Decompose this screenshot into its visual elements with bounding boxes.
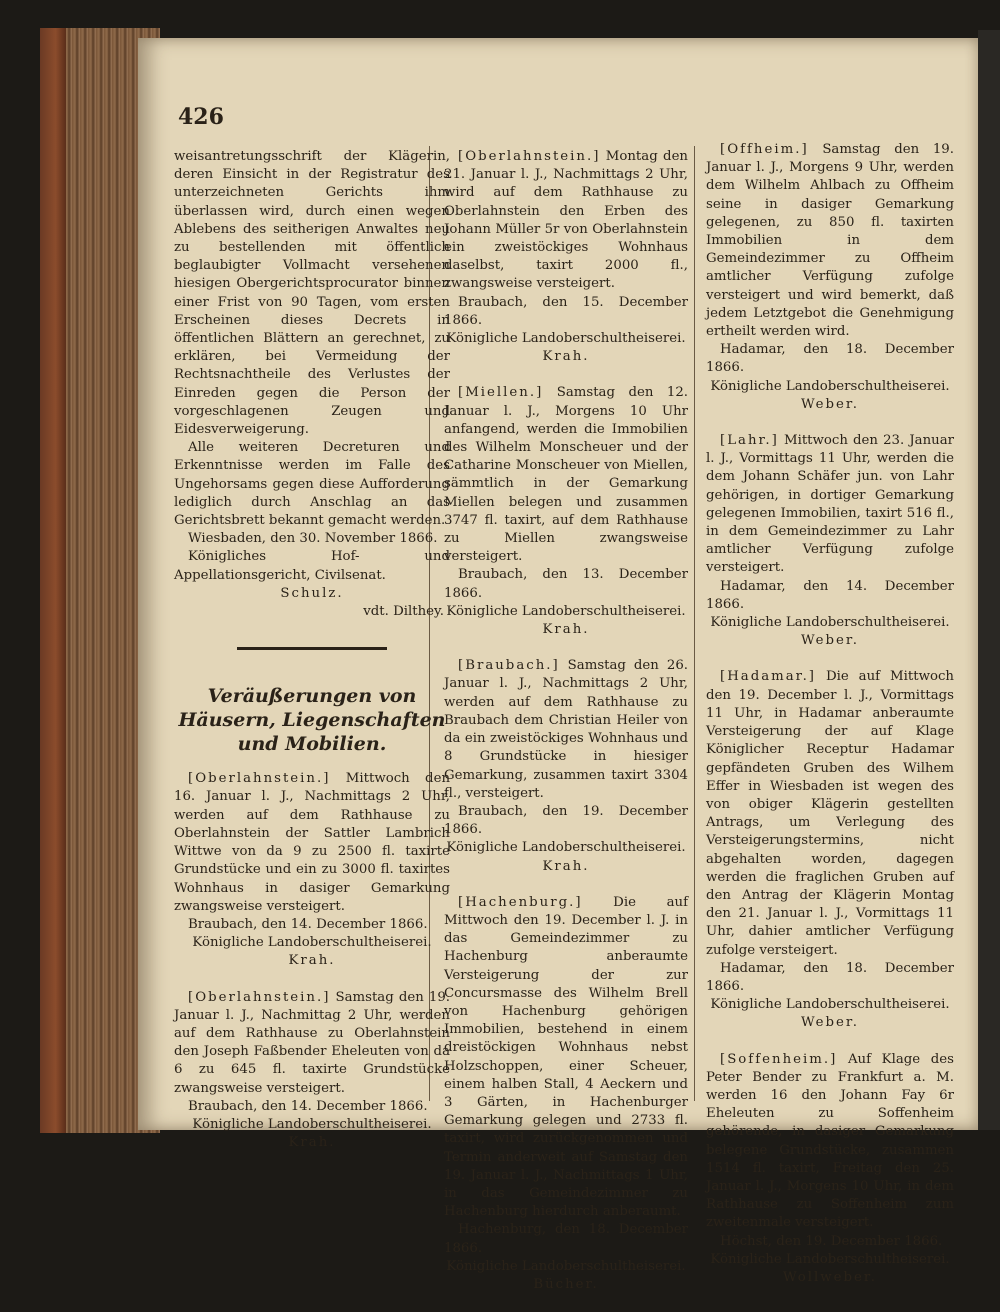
announcement-text: Samstag den 19. Januar l. J., Nachmittag 2 Uhr, werden auf dem Rathhause zu Oberlahnstein den Joseph Faßbender Eheleuten von da 6 zu 645 fl. taxirte Grundstücke zwangsweise versteigert. — [174, 989, 451, 1096]
section-title: Veräußerungen von Häusern, Liegenschaften und Mobilien. — [178, 685, 446, 756]
announcement-text: Montag den 21. Januar l. J., Nachmittags 2 Uhr, wird auf dem Rathhause zu Oberlahnstein den Erben des Johann Müller 5r von Oberlahnstein ein zweistöckiges Wohnhaus daselbst, taxirt 2000 fl., zwangsweise versteigert. — [444, 149, 688, 292]
announcement-date: Hadamar, den 14. December 1866. — [706, 578, 954, 612]
announcement — [444, 894, 688, 1294]
announcement — [174, 770, 450, 970]
announcement-place: [Soffenheim.] — [720, 1051, 838, 1067]
announcement-office: Königliche Landoberschultheiserei. — [710, 1251, 950, 1267]
announcement-date: Höchst, den 19. December 1866. — [720, 1233, 943, 1249]
announcement-office: Königliche Landoberschultheiserei. — [446, 840, 686, 856]
announcement-place: [Oberlahnstein.] — [458, 149, 601, 164]
announcement-place: [Oberlahnstein.] — [188, 771, 331, 787]
announcement-date: Hadamar, den 18. December 1866. — [706, 342, 954, 376]
announcement-text: Mittwoch den 16. Januar l. J., Nachmittags 2 Uhr, werden auf dem Rathhause zu Oberlahnstein der Sattler Lambrich Wittwe von da 9 zu 2500 fl. taxirte Grundstücke und ein zu 3000 fl. taxirtes Wohnhaus in dasiger Gemarkung zwangsweise versteigert. — [174, 771, 451, 914]
announcement-signature: Wollweber. — [782, 1269, 878, 1285]
notice-paragraph: Alle weiteren Decreturen und Erkenntnisse werden im Falle des Ungehorsams gegen diese Aufforderung lediglich durch Anschlag an das Gerichtsbrett bekannt gemacht werden. — [174, 440, 450, 529]
announcement-place: [Braubach.] — [458, 658, 560, 674]
announcement-date: Hadamar, den 18. December 1866. — [706, 960, 954, 994]
announcement-text: Samstag den 19. Januar l. J., Morgens 9 Uhr, werden dem Wilhelm Ahlbach zu Offheim seine in dasiger Gemarkung gelegenen, zu 850 fl. taxirten Immobilien in dem Gemeindezimmer zu Offheim amtlicher Verfügung zufolge versteigert und wird bemerkt, daß jedem Letztgebot die Genehmigung ertheilt werden wird. — [706, 142, 954, 340]
notice-continuation: weisantretungsschrift der Klägerin, deren Einsicht in der Registratur des unterzeichneten Gerichts ihm überlassen wird, durch einen wegen Ablebens des seitherigen Anwaltes neu zu bestellenden mit öffentlich beglaubigter Vollmacht versehenen hiesigen Obergerichtsprocurator binnen einer Frist von 90 Tagen, vom ersten Erscheinen dieses Decrets in öffentlichen Blättern an gerechnet, zu erklären, bei Vermeidung der Rechtsnachtheile des Verlustes der Einreden gegen die Person der vorgeschlagenen Zeugen und Eidesverweigerung. — [174, 149, 450, 438]
court-name: Königliches Hof- und Appellationsgericht, Civilsenat. — [174, 549, 450, 583]
announcement-office: Königliche Landoberschultheiserei. — [192, 935, 432, 951]
facing-page-edge — [978, 30, 1000, 1130]
announcement-signature: Krah. — [542, 858, 590, 874]
page-number: 426 — [178, 104, 224, 130]
announcement-place: [Lahr.] — [720, 433, 779, 449]
announcement-date: Hachenburg, den 18. December 1866. — [444, 1222, 688, 1256]
announcement-date: Braubach, den 14. December 1866. — [188, 916, 428, 932]
announcement — [174, 989, 450, 1153]
column-1 — [174, 148, 450, 1170]
announcement-text: Mittwoch den 23. Januar l. J., Vormittags 11 Uhr, werden die dem Johann Schäfer jun. von Lahr gehörigen, in dortiger Gemarkung gelegenen Immobilien, taxirt 516 fl., in dem Gemeindezimmer zu Lahr amtlicher Verfügung zufolge versteigert. — [706, 433, 954, 576]
announcement-signature: Bücher. — [533, 1276, 599, 1292]
announcement — [706, 1051, 954, 1288]
court-notice — [174, 148, 450, 621]
announcement-signature: Krah. — [288, 953, 336, 969]
announcement-text: Auf Klage des Peter Bender zu Frankfurt a. M. werden 16 den Johann Fay 6r Eheleuten zu Soffenheim gehörende, in dasiger Gemarkung belegene Grundstücke, zusammen 1514 fl. taxirt, Freitag den 25. Januar l. J., Morgens 10 Uhr, in dem Rathhause zu Soffenheim zum zweitenmale versteigert. — [706, 1051, 954, 1231]
announcement-place: [Offheim.] — [720, 142, 809, 157]
announcement-date: Braubach, den 13. December 1866. — [444, 567, 688, 601]
announcement-date: Braubach, den 14. December 1866. — [188, 1098, 428, 1114]
announcement-signature: Krah. — [542, 622, 590, 638]
announcement-office: Königliche Landoberschultheiserei. — [446, 331, 686, 347]
signature: Schulz. — [280, 585, 344, 601]
column-divider — [694, 146, 695, 1101]
announcement-text: Die auf Mittwoch den 19. December l. J., Vormittags 11 Uhr, in Hadamar anberaumte Versteigerung der auf Klage Königlicher Receptur Hadamar gepfändeten Gruben des Wilhem Effer in Wiesbaden ist wegen des von obiger Klägerin gestellten Antrags, um Verlegung des Versteigerungstermins, nicht abgehalten worden, dagegen werden die fraglichen Gruben auf den Antrag der Klägerin Montag den 21. Januar l. J., Vormittags 11 Uhr, dahier amtlicher Verfügung zufolge versteigert. — [706, 669, 954, 958]
announcement-office: Königliche Landoberschultheiserei. — [192, 1116, 432, 1132]
announcement — [706, 432, 954, 650]
announcement — [706, 668, 954, 1032]
announcement-office: Königliche Landoberschultheiserei. — [710, 378, 950, 394]
announcement-signature: Weber. — [801, 396, 859, 412]
announcement-office: Königliche Landoberschultheiserei. — [446, 603, 686, 619]
column-3 — [706, 141, 954, 1305]
announcement — [444, 148, 688, 366]
announcement-signature: Weber. — [801, 633, 859, 649]
announcement — [706, 141, 954, 414]
announcement-text: Die auf Mittwoch den 19. December l. J. in das Gemeindezimmer zu Hachenburg anberaumte Versteigerung der zur Concursmasse des Wilhelm Brell von Hachenburg gehörigen Immobilien, bestehend in einem dreistöckigen Wohnhaus nebst Holzschoppen, einer Scheuer, einem halben Stall, 4 Aeckern und 3 Gärten, in Hachenburger Gemarkung gelegen und 2733 fl. taxirt, wird zurückgenommen und Termin anderweit auf Samstag den 19. Januar l. J., Nachmittags 1 Uhr, in das Gemeindezimmer zu Hachenburg hierdurch anberaumt. — [444, 894, 688, 1220]
announcement-text: Samstag den 12. Januar l. J., Morgens 10 Uhr anfangend, werden die Immobilien des Wilhelm Monscheuer und der Catharine Monscheuer von Miellen, sämmtlich in der Gemarkung Miellen belegen und zusammen 3747 fl. taxirt, auf dem Rathhause zu Miellen zwangsweise versteigert. — [444, 385, 689, 565]
announcement-place: [Oberlahnstein.] — [188, 989, 331, 1005]
announcement-office: Königliche Landoberschultheiserei. — [710, 615, 950, 631]
announcement-place: [Hadamar.] — [720, 669, 816, 685]
signature: vdt. Dilthey. — [363, 604, 444, 620]
announcement-signature: Krah. — [542, 349, 590, 365]
announcement-office: Königliche Landoberschultheiserei. — [446, 1258, 686, 1274]
announcement-place: [Miellen.] — [458, 385, 544, 401]
column-2 — [444, 148, 688, 1312]
announcement — [444, 384, 688, 639]
announcement-text: Samstag den 26. Januar l. J., Nachmittags 2 Uhr, werden auf dem Rathhause zu Braubach dem Christian Heiler von da ein zweistöckiges Wohnhaus und 8 Grundstücke in hiesiger Gemarkung, zusammen taxirt 3304 fl., versteigert. — [444, 658, 688, 801]
book-page — [138, 38, 978, 1292]
announcement-date: Braubach, den 15. December 1866. — [444, 294, 688, 328]
announcement-date: Braubach, den 19. December 1866. — [444, 803, 688, 838]
announcement-signature: Weber. — [801, 1015, 859, 1031]
section-rule — [237, 647, 387, 650]
announcement — [444, 657, 688, 875]
announcement-place: [Hachenburg.] — [458, 894, 583, 910]
place-date: Wiesbaden, den 30. November 1866. — [188, 531, 438, 547]
announcement-signature: Krah. — [288, 1135, 336, 1151]
announcement-office: Königliche Landoberschultheiserei. — [710, 997, 950, 1013]
